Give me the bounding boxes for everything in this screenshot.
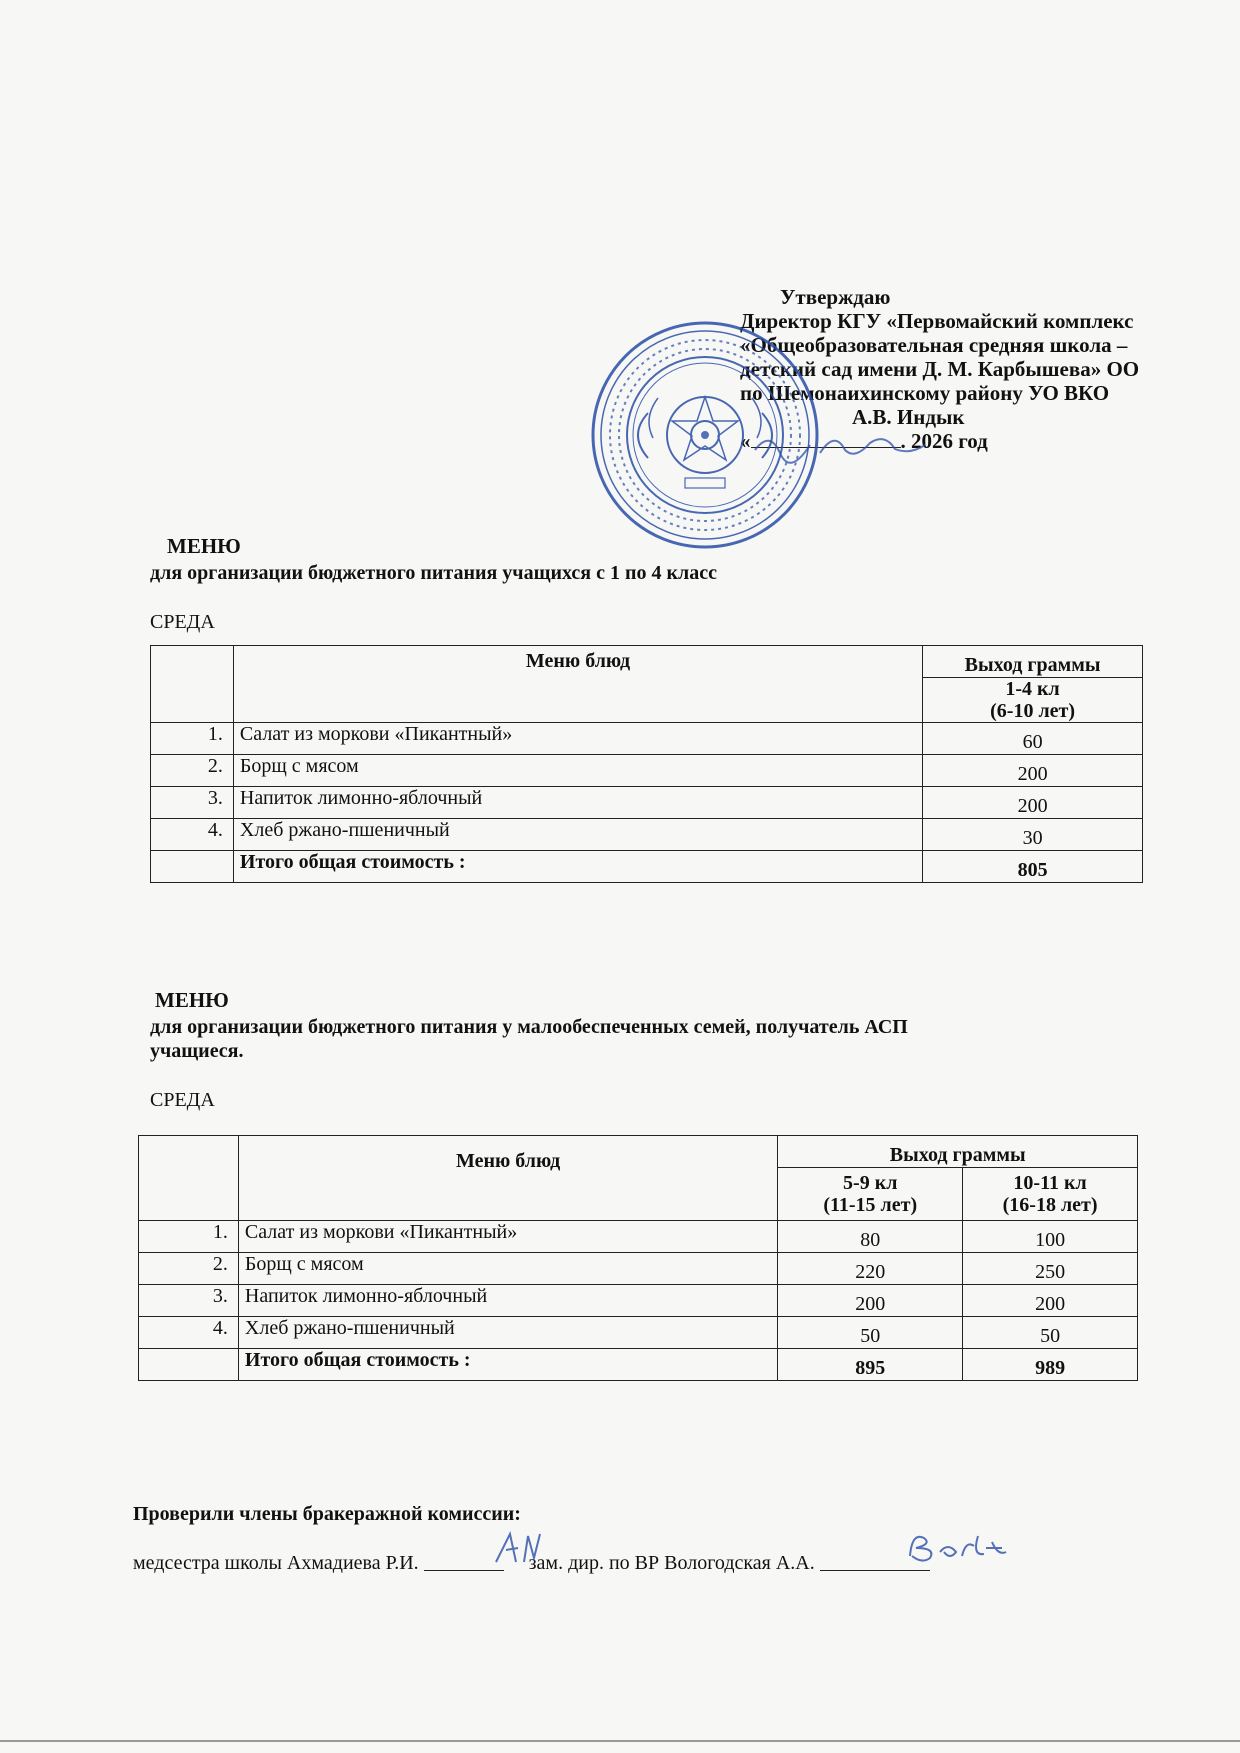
total-label: Итого общая стоимость :: [233, 851, 922, 883]
approval-title: Утверждаю: [780, 285, 891, 309]
row-dish: Напиток лимонно-яблочный: [233, 787, 922, 819]
total-num-cell: [139, 1349, 239, 1381]
row-dish: Борщ с мясом: [233, 755, 922, 787]
menu1-table: [150, 645, 1143, 883]
row-value-10-11: 250: [963, 1253, 1138, 1285]
approval-director-line: Директор КГУ «Первомайский комплекс: [740, 309, 1134, 333]
table-row: [139, 1317, 1138, 1349]
table-header-num-cell: [139, 1136, 239, 1221]
subheader-grade-age: (11-15 лет): [823, 1194, 918, 1216]
table-header-num-cell: [151, 646, 234, 723]
row-num: 2.: [139, 1253, 239, 1285]
row-value-10-11: 200: [963, 1285, 1138, 1317]
row-value-5-9: 80: [778, 1221, 963, 1253]
approval-director-name: А.В. Индык: [852, 405, 965, 429]
total-value-10-11: 989: [963, 1349, 1138, 1381]
subheader-grade-label: 1-4 кл: [1005, 678, 1060, 700]
table-header-row: [151, 646, 1143, 678]
table-row: [151, 787, 1143, 819]
table-subheader-grade-5-9: [778, 1168, 963, 1221]
table-header-menu: Меню блюд: [238, 1136, 777, 1221]
row-value-5-9: 50: [778, 1317, 963, 1349]
row-dish: Салат из моркови «Пикантный»: [238, 1221, 777, 1253]
row-value: 200: [923, 787, 1143, 819]
table-total-row: [151, 851, 1143, 883]
row-value: 200: [923, 755, 1143, 787]
subheader-grade-label: 5-9 кл: [843, 1172, 898, 1194]
date-prefix: «: [740, 429, 751, 453]
row-num: 2.: [151, 755, 234, 787]
table-total-row: [139, 1349, 1138, 1381]
menu2-day: СРЕДА: [150, 1089, 215, 1111]
menu2-subtitle-line1: для организации бюджетного питания у малообеспеченных семей, получатель АСП: [150, 1016, 908, 1038]
approval-kindergarten-line: детский сад имени Д. М. Карбышева» ОО: [740, 357, 1140, 381]
row-value: 60: [923, 723, 1143, 755]
row-num: 1.: [139, 1221, 239, 1253]
deputy-signature-icon: [900, 1526, 1010, 1566]
total-label: Итого общая стоимость :: [238, 1349, 777, 1381]
nurse-signature-line: [424, 1570, 504, 1571]
row-value-5-9: 220: [778, 1253, 963, 1285]
table-row: [151, 723, 1143, 755]
total-num-cell: [151, 851, 234, 883]
menu1-title: МЕНЮ: [167, 534, 241, 558]
menu2-subtitle-line2: учащиеся.: [150, 1040, 244, 1062]
table-row: [139, 1253, 1138, 1285]
menu1-day: СРЕДА: [150, 611, 215, 633]
row-dish: Хлеб ржано-пшеничный: [238, 1317, 777, 1349]
row-num: 3.: [151, 787, 234, 819]
commission-heading: Проверили члены бракеражной комиссии:: [133, 1503, 521, 1525]
total-value: 805: [923, 851, 1143, 883]
row-num: 4.: [151, 819, 234, 851]
approval-district-line: по Шемонаихинскому району УО ВКО: [740, 381, 1110, 405]
row-value-10-11: 50: [963, 1317, 1138, 1349]
table-row: [139, 1285, 1138, 1317]
table-header-output: Выход граммы: [778, 1136, 1138, 1168]
row-num: 1.: [151, 723, 234, 755]
subheader-grade-label: 10-11 кл: [1013, 1172, 1087, 1194]
nurse-name: медсестра школы Ахмадиева Р.И.: [133, 1552, 419, 1574]
table-row: [151, 819, 1143, 851]
menu2-title: МЕНЮ: [155, 988, 229, 1012]
date-handwriting-icon: [750, 425, 950, 465]
table-subheader-grade-10-11: [963, 1168, 1138, 1221]
subheader-grade-age: (16-18 лет): [1002, 1194, 1098, 1216]
row-dish: Борщ с мясом: [238, 1253, 777, 1285]
row-dish: Напиток лимонно-яблочный: [238, 1285, 777, 1317]
table-header-output: Выход граммы: [923, 646, 1143, 678]
table-row: [151, 755, 1143, 787]
row-value-10-11: 100: [963, 1221, 1138, 1253]
approval-school-line: «Общеобразовательная средняя школа –: [740, 333, 1128, 357]
deputy-signature-line: [820, 1570, 930, 1571]
nurse-signature-icon: [488, 1528, 548, 1568]
deputy-name: зам. дир. по ВР Вологодская А.А.: [528, 1552, 815, 1574]
menu1-subtitle: для организации бюджетного питания учащихся с 1 по 4 класс: [150, 562, 718, 584]
date-suffix: . 2026 год: [900, 429, 988, 453]
row-num: 4.: [139, 1317, 239, 1349]
total-value-5-9: 895: [778, 1349, 963, 1381]
row-dish: Хлеб ржано-пшеничный: [233, 819, 922, 851]
table-row: [139, 1221, 1138, 1253]
menu2-table: [138, 1135, 1138, 1381]
row-dish: Салат из моркови «Пикантный»: [233, 723, 922, 755]
table-subheader-grade: [923, 678, 1143, 723]
row-value-5-9: 200: [778, 1285, 963, 1317]
subheader-grade-age: (6-10 лет): [990, 700, 1076, 722]
row-value: 30: [923, 819, 1143, 851]
scan-edge-line: [0, 1740, 1240, 1742]
row-num: 3.: [139, 1285, 239, 1317]
table-header-menu: Меню блюд: [233, 646, 922, 723]
table-header-row: [139, 1136, 1138, 1168]
